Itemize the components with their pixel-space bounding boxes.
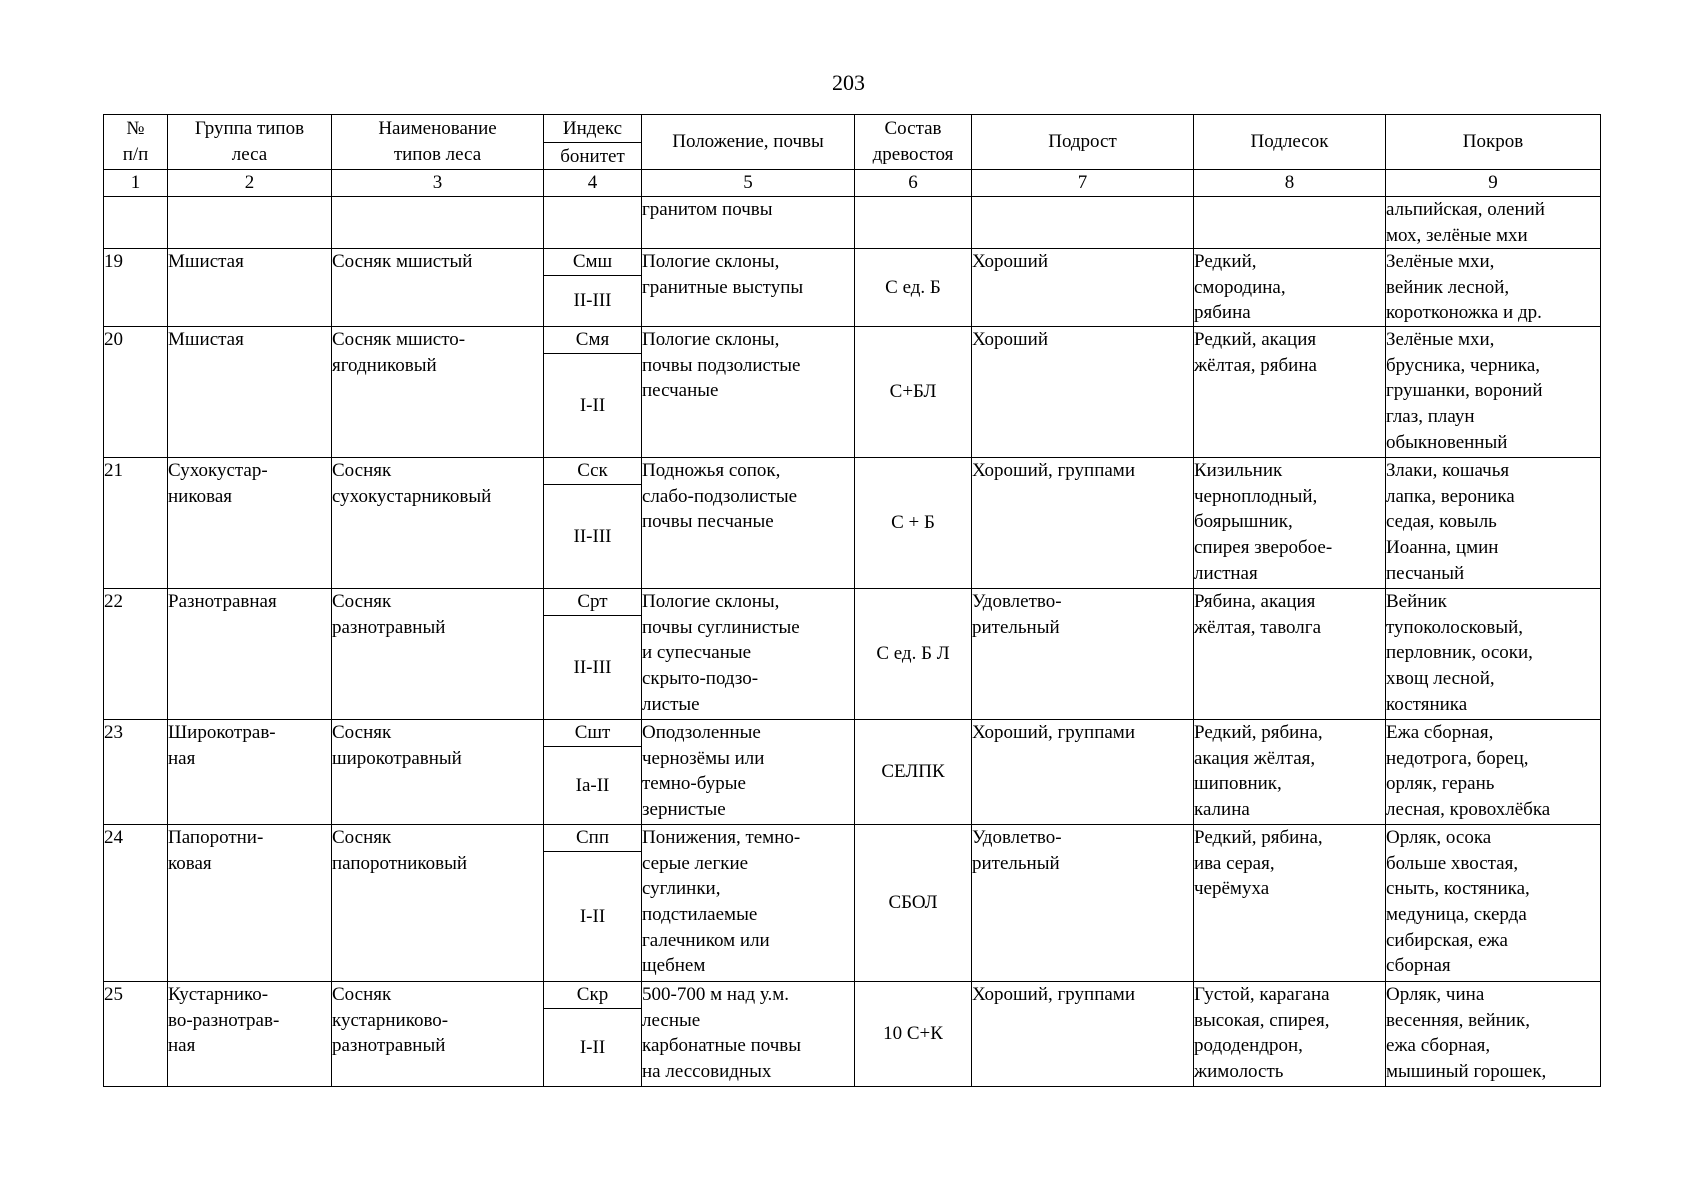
- column-number: 5: [642, 170, 855, 197]
- forest-group: Разнотравная: [168, 589, 332, 720]
- index-bonitet: [544, 458, 642, 589]
- forest-type-index: Срт: [544, 589, 641, 616]
- table-row: [104, 458, 1601, 589]
- forest-type: Сосняк мшистый: [332, 249, 544, 327]
- forest-type: Сосняк мшисто- ягодниковый: [332, 327, 544, 458]
- forest-types-table: [103, 114, 1601, 1087]
- table-row: [104, 720, 1601, 825]
- forest-group: Сухокустар- никовая: [168, 458, 332, 589]
- index-bonitet: [544, 197, 642, 249]
- position-soils: Понижения, темно- серые легкие суглинки, подстилаемые галечником или щебнем: [642, 825, 855, 982]
- ground-cover: Орляк, чина весенняя, вейник, ежа сборная, мышиный горошек,: [1386, 982, 1601, 1087]
- ground-cover: Зелёные мхи, брусника, черника, грушанки, вороний глаз, плаун обыкновенный: [1386, 327, 1601, 458]
- forest-type: Сосняк широкотравный: [332, 720, 544, 825]
- table-row: [104, 249, 1601, 327]
- column-number: 4: [544, 170, 642, 197]
- column-number: 8: [1194, 170, 1386, 197]
- row-number: 19: [104, 249, 168, 327]
- position-soils: 500-700 м над у.м. лесные карбонатные почвы на лессовидных: [642, 982, 855, 1087]
- position-soils: гранитом почвы: [642, 197, 855, 249]
- ground-cover: альпийская, олений мох, зелёные мхи: [1386, 197, 1601, 249]
- row-number: 23: [104, 720, 168, 825]
- table-row: [104, 589, 1601, 720]
- undergrowth: Хороший: [972, 327, 1194, 458]
- column-number: 2: [168, 170, 332, 197]
- row-number: 25: [104, 982, 168, 1087]
- column-number: 9: [1386, 170, 1601, 197]
- underbrush: Кизильник черноплодный, боярышник, спирея зверобое- листная: [1194, 458, 1386, 589]
- forest-type-index: Сск: [544, 458, 641, 485]
- table-row: [104, 825, 1601, 982]
- header-stand-composition: Состав древостоя: [855, 115, 972, 170]
- row-number: [104, 197, 168, 249]
- row-number: 24: [104, 825, 168, 982]
- stand-composition: СЕЛПК: [855, 720, 972, 825]
- stand-composition: С + Б: [855, 458, 972, 589]
- index-bonitet: [544, 249, 642, 327]
- table-row-continuation: [104, 197, 1601, 249]
- forest-type-index: Смя: [544, 327, 641, 354]
- header-forest-type-name: Наименование типов леса: [332, 115, 544, 170]
- column-number: 7: [972, 170, 1194, 197]
- forest-type-index: Сшт: [544, 720, 641, 747]
- page-number: 203: [832, 70, 865, 95]
- position-soils: Подножья сопок, слабо-подзолистые почвы песчаные: [642, 458, 855, 589]
- stand-composition: С ед. Б: [855, 249, 972, 327]
- bonitet-class: II-III: [573, 656, 612, 678]
- header-undergrowth: Подрост: [972, 115, 1194, 170]
- index-bonitet: [544, 720, 642, 825]
- stand-composition: [855, 197, 972, 249]
- column-number-row: [104, 170, 1601, 197]
- row-number: 20: [104, 327, 168, 458]
- stand-composition: СБОЛ: [855, 825, 972, 982]
- bonitet-class: I-II: [579, 394, 606, 416]
- forest-type: Сосняк папоротниковый: [332, 825, 544, 982]
- ground-cover: Ежа сборная, недотрога, борец, орляк, герань лесная, кровохлёбка: [1386, 720, 1601, 825]
- bonitet-class: II-III: [573, 290, 612, 312]
- underbrush: Рябина, акация жёлтая, таволга: [1194, 589, 1386, 720]
- header-row: [104, 115, 1601, 170]
- bonitet-class: I-II: [579, 905, 606, 927]
- header-underbrush: Подлесок: [1194, 115, 1386, 170]
- undergrowth: Хороший, группами: [972, 458, 1194, 589]
- row-number: 22: [104, 589, 168, 720]
- undergrowth: Удовлетво- рительный: [972, 825, 1194, 982]
- forest-group: Папоротни- ковая: [168, 825, 332, 982]
- index-bonitet: [544, 825, 642, 982]
- position-soils: Пологие склоны, гранитные выступы: [642, 249, 855, 327]
- header-bonitet: бонитет: [560, 146, 625, 167]
- column-number: 3: [332, 170, 544, 197]
- ground-cover: Злаки, кошачья лапка, вероника седая, ковыль Иоанна, цмин песчаный: [1386, 458, 1601, 589]
- underbrush: Редкий, акация жёлтая, рябина: [1194, 327, 1386, 458]
- forest-type: Сосняк разнотравный: [332, 589, 544, 720]
- ground-cover: Орляк, осока больше хвостая, сныть, костяника, медуница, скерда сибирская, ежа сборная: [1386, 825, 1601, 982]
- forest-group: [168, 197, 332, 249]
- column-number: 1: [104, 170, 168, 197]
- index-bonitet: [544, 982, 642, 1087]
- header-number: № п/п: [104, 115, 168, 170]
- forest-type: Сосняк сухокустарниковый: [332, 458, 544, 589]
- index-bonitet: [544, 327, 642, 458]
- position-soils: Пологие склоны, почвы подзолистые песчаные: [642, 327, 855, 458]
- undergrowth: [972, 197, 1194, 249]
- row-number: 21: [104, 458, 168, 589]
- bonitet-class: I-II: [579, 1036, 606, 1058]
- underbrush: Густой, карагана высокая, спирея, рододендрон, жимолость: [1194, 982, 1386, 1087]
- ground-cover: Зелёные мхи, вейник лесной, коротконожка и др.: [1386, 249, 1601, 327]
- undergrowth: Хороший, группами: [972, 982, 1194, 1087]
- stand-composition: С ед. Б Л: [855, 589, 972, 720]
- table-row: [104, 327, 1601, 458]
- undergrowth: Удовлетво- рительный: [972, 589, 1194, 720]
- undergrowth: Хороший: [972, 249, 1194, 327]
- bonitet-class: Ia-II: [575, 774, 610, 796]
- header-ground-cover: Покров: [1386, 115, 1601, 170]
- position-soils: Оподзоленные чернозёмы или темно-бурые зернистые: [642, 720, 855, 825]
- stand-composition: 10 С+К: [855, 982, 972, 1087]
- header-position-soils: Положение, почвы: [642, 115, 855, 170]
- ground-cover: Вейник тупоколосковый, перловник, осоки, хвощ лесной, костяника: [1386, 589, 1601, 720]
- forest-type: Сосняк кустарниково- разнотравный: [332, 982, 544, 1087]
- table-row: [104, 982, 1601, 1087]
- forest-group: Мшистая: [168, 327, 332, 458]
- header-forest-group: Группа типов леса: [168, 115, 332, 170]
- forest-group: Мшистая: [168, 249, 332, 327]
- stand-composition: С+БЛ: [855, 327, 972, 458]
- forest-type-index: Скр: [544, 982, 641, 1009]
- index-bonitet: [544, 589, 642, 720]
- underbrush: Редкий, рябина, акация жёлтая, шиповник, калина: [1194, 720, 1386, 825]
- forest-type-index: Смш: [544, 249, 641, 276]
- forest-type: [332, 197, 544, 249]
- position-soils: Пологие склоны, почвы суглинистые и супесчаные скрыто-подзо- листые: [642, 589, 855, 720]
- underbrush: [1194, 197, 1386, 249]
- underbrush: Редкий, смородина, рябина: [1194, 249, 1386, 327]
- forest-type-index: Спп: [544, 825, 641, 852]
- bonitet-class: II-III: [573, 525, 612, 547]
- forest-group: Кустарнико- во-разнотрав- ная: [168, 982, 332, 1087]
- column-number: 6: [855, 170, 972, 197]
- header-index-bonitet: [544, 115, 642, 170]
- underbrush: Редкий, рябина, ива серая, черёмуха: [1194, 825, 1386, 982]
- forest-group: Широкотрав- ная: [168, 720, 332, 825]
- header-index: Индекс: [544, 115, 641, 143]
- undergrowth: Хороший, группами: [972, 720, 1194, 825]
